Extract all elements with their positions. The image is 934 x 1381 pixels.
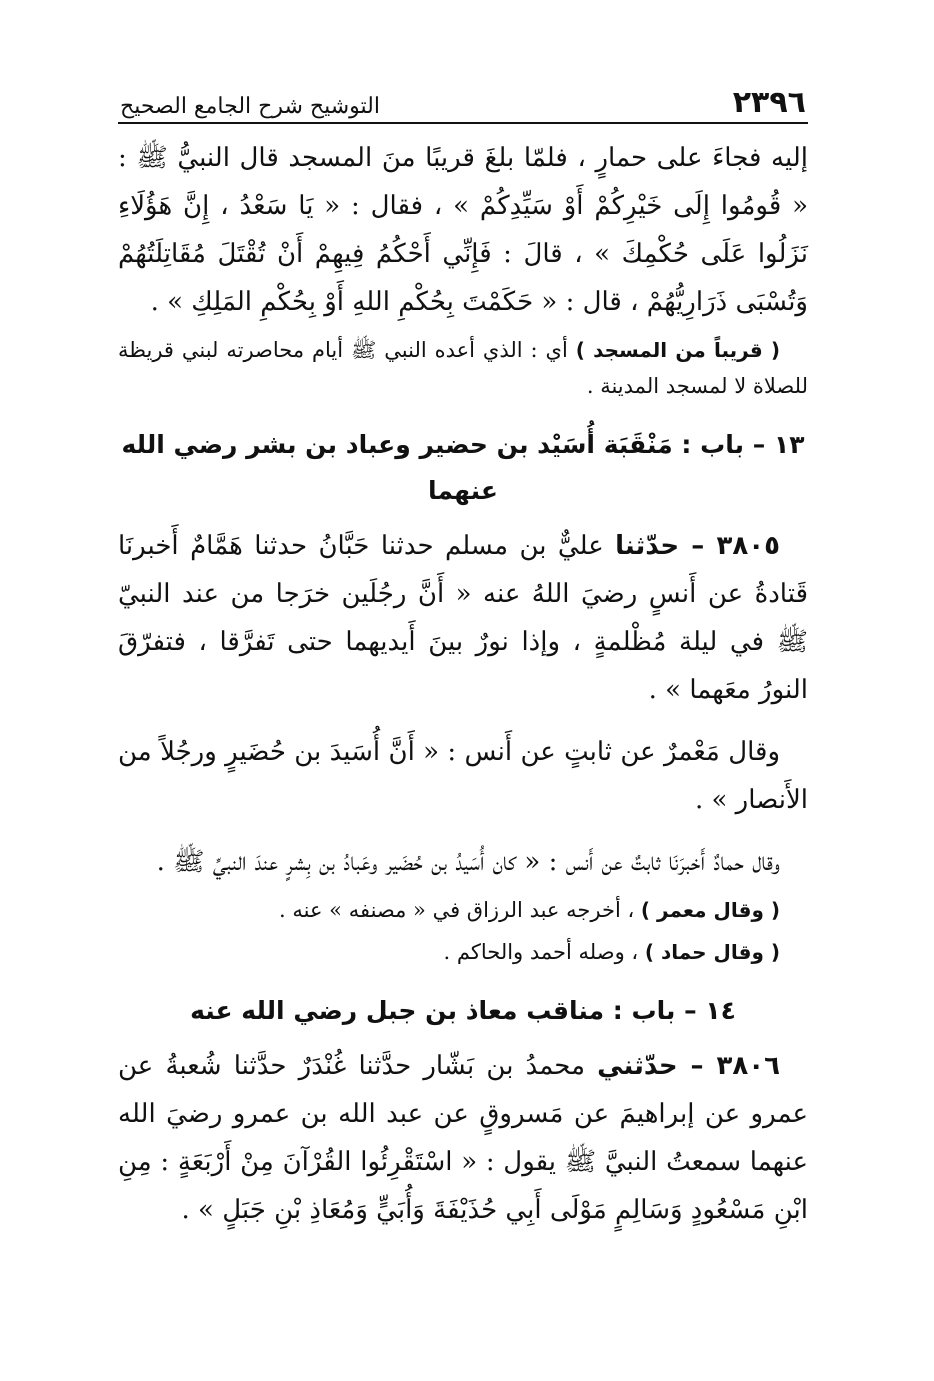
hadith-number: ٣٨٠٥ – حدّثنا <box>615 531 781 561</box>
hadith-3805 <box>118 522 808 714</box>
narration-hammad: وقال حمادٌ أَخبرَنَا ثابتٌ عن أَنس : « كان أُسَيدُ بن حُضَير وعَبادُ بن بِشرٍ عندَ النبيِّ ﷺ . <box>156 847 780 877</box>
page-number: ٢٣٩٦ <box>732 85 806 120</box>
page-body <box>118 124 808 1234</box>
hadith-text: عليٌّ بن مسلم حدثنا حَبَّانُ حدثنا هَمَّامٌ أَخبرنَا قَتادةُ عن أَنسٍ رضيَ اللهُ عنه « أَنَّ رجُلَين خرَجا من عند النبيّ ﷺ في ليلة مُظْلمةٍ ، وإذا نورٌ بينَ أَيديهما حتى تَفرَّقا ، فتفرّقَ النورُ معَهما » . <box>118 531 808 705</box>
book-page <box>118 72 808 1234</box>
commentary-note <box>118 892 808 928</box>
hadith-number: ٣٨٠٦ – حدّثني <box>597 1051 780 1081</box>
hadith-text: محمدُ بن بَشّار حدَّثنا غُنْدَرٌ حدَّثنا شُعبةُ عن عمرو عن إبراهيمَ عن مَسروقٍ عن عبد الله بن عمرو رضيَ الله عنهما سمعتُ النبيَّ ﷺ يقول : « اسْتَقْرِئُوا القُرْآنَ مِنْ أَرْبَعَةٍ : مِنِ ابْنِ مَسْعُودٍ وَسَالِمٍ مَوْلَى أَبِي حُذَيْفَةَ وَأُبَيٍّ وَمُعَاذِ بْنِ جَبَلٍ » . <box>118 1051 808 1225</box>
note-keyword: ( وقال معمر ) <box>640 898 780 922</box>
narration-mamar: وقال مَعْمرٌ عن ثابتٍ عن أَنس : « أَنَّ أُسَيدَ بن حُضَيرٍ ورجُلاً من الأَنصار » . <box>118 737 808 815</box>
hadith-continuation: إليه فجاءَ على حمارٍ ، فلمّا بلغَ قريبًا منَ المسجد قال النبيُّ ﷺ : « قُومُوا إِلَى خَيْرِكُمْ أَوْ سَيِّدِكُمْ » ، فقال : « يَا سَعْدُ ، إِنَّ هَؤُلَاءِ نَزَلُوا عَلَى حُكْمِكَ » ، قالَ : فَإِنِّي أَحْكُمُ فِيهِمْ أَنْ تُقْتَلَ مُقَاتِلَتُهُمْ وَتُسْبَى ذَرَارِيُّهُمْ ، قال : « حَكَمْتَ بِحُكْمِ اللهِ أَوْ بِحُكْمِ المَلِكِ » . <box>118 143 808 317</box>
commentary-note <box>118 934 808 970</box>
note-text: ، أخرجه عبد الرزاق في « مصنفه » عنه . <box>279 898 641 922</box>
page-header <box>118 72 808 124</box>
running-title: التوشيح شرح الجامع الصحيح <box>120 94 380 119</box>
commentary-note <box>118 332 808 404</box>
hadith-3806 <box>118 1042 808 1234</box>
chapter-heading: ١٣ – باب : مَنْقَبَة أُسَيْد بن حضير وعباد بن بشر رضي الله عنهما <box>121 430 805 505</box>
chapter-heading: ١٤ – باب : مناقب معاذ بن جبل رضي الله عنه <box>190 996 736 1025</box>
note-text: ، وصله أحمد والحاكم . <box>443 940 645 964</box>
note-keyword: ( قريباً من المسجد ) <box>575 338 781 362</box>
note-keyword: ( وقال حماد ) <box>644 940 780 964</box>
note-text: أي : الذي أعده النبي ﷺ أيام محاصرته لبني قريظة للصلاة لا لمسجد المدينة . <box>118 338 808 398</box>
